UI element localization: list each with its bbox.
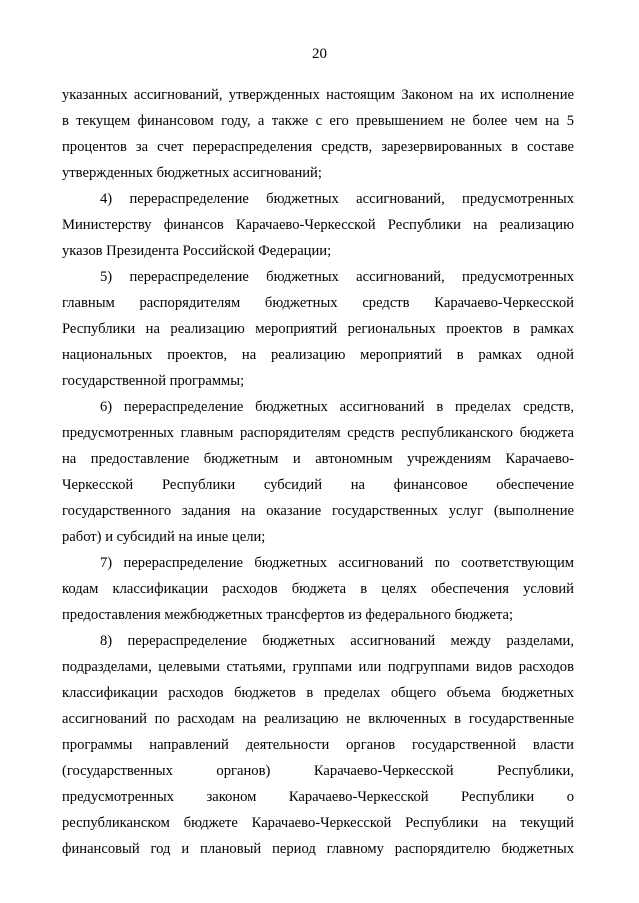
text-line: процентов за счет перераспределения средств, зарезервированных в составе xyxy=(62,139,574,155)
paragraph xyxy=(62,186,574,264)
page-number: 20 xyxy=(312,46,327,62)
text-line: классификации расходов бюджетов в пределах общего объема бюджетных xyxy=(62,685,574,701)
text-line: финансовый год и плановый период главному распорядителю бюджетных xyxy=(62,841,574,857)
text-line: кодам классификации расходов бюджета в целях обеспечения условий xyxy=(62,581,574,597)
paragraph xyxy=(62,628,574,862)
text-line: Министерству финансов Карачаево-Черкесской Республики на реализацию xyxy=(62,217,574,233)
text-line: государственного задания на оказание государственных услуг (выполнение xyxy=(62,503,574,519)
text-line: (государственных органов) Карачаево-Черкесской Республики, xyxy=(62,763,574,779)
text-line: утвержденных бюджетных ассигнований; xyxy=(62,165,322,181)
text-line: предусмотренных главным распорядителям средств республиканского бюджета xyxy=(62,425,574,441)
text-line: ассигнований по расходам на реализацию не включенных в государственные xyxy=(62,711,574,727)
text-line: главным распорядителям бюджетных средств Карачаево-Черкесской xyxy=(62,295,574,311)
text-line: указанных ассигнований, утвержденных настоящим Законом на их исполнение xyxy=(62,87,574,103)
text-line: 6) перераспределение бюджетных ассигнований в пределах средств, xyxy=(100,399,574,415)
paragraph xyxy=(62,264,574,394)
paragraph xyxy=(62,394,574,550)
text-line: Черкесской Республики субсидий на финансовое обеспечение xyxy=(62,477,574,493)
text-line: предоставления межбюджетных трансфертов из федерального бюджета; xyxy=(62,607,514,623)
text-line: на предоставление бюджетным и автономным учреждениям Карачаево- xyxy=(62,451,574,467)
text-line: в текущем финансовом году, а также с его превышением не более чем на 5 xyxy=(62,113,574,129)
text-line: 8) перераспределение бюджетных ассигнований между разделами, xyxy=(100,633,574,649)
text-line: национальных проектов, на реализацию мероприятий в рамках одной xyxy=(62,347,574,363)
text-line: указов Президента Российской Федерации; xyxy=(62,243,332,259)
paragraph xyxy=(62,82,574,186)
text-line: Республики на реализацию мероприятий региональных проектов в рамках xyxy=(62,321,574,337)
text-line: республиканском бюджете Карачаево-Черкесской Республики на текущий xyxy=(62,815,574,831)
paragraph xyxy=(62,550,574,628)
text-line: 7) перераспределение бюджетных ассигнований по соответствующим xyxy=(100,555,574,571)
text-line: подразделами, целевыми статьями, группами или подгруппами видов расходов xyxy=(62,659,574,675)
text-line: государственной программы; xyxy=(62,373,245,389)
text-line: работ) и субсидий на иные цели; xyxy=(62,529,266,545)
text-line: программы направлений деятельности органов государственной власти xyxy=(62,737,574,753)
text-line: предусмотренных законом Карачаево-Черкесской Республики о xyxy=(62,789,574,805)
text-line: 5) перераспределение бюджетных ассигнований, предусмотренных xyxy=(100,269,574,285)
body-text xyxy=(62,82,574,862)
text-line: 4) перераспределение бюджетных ассигнований, предусмотренных xyxy=(100,191,574,207)
